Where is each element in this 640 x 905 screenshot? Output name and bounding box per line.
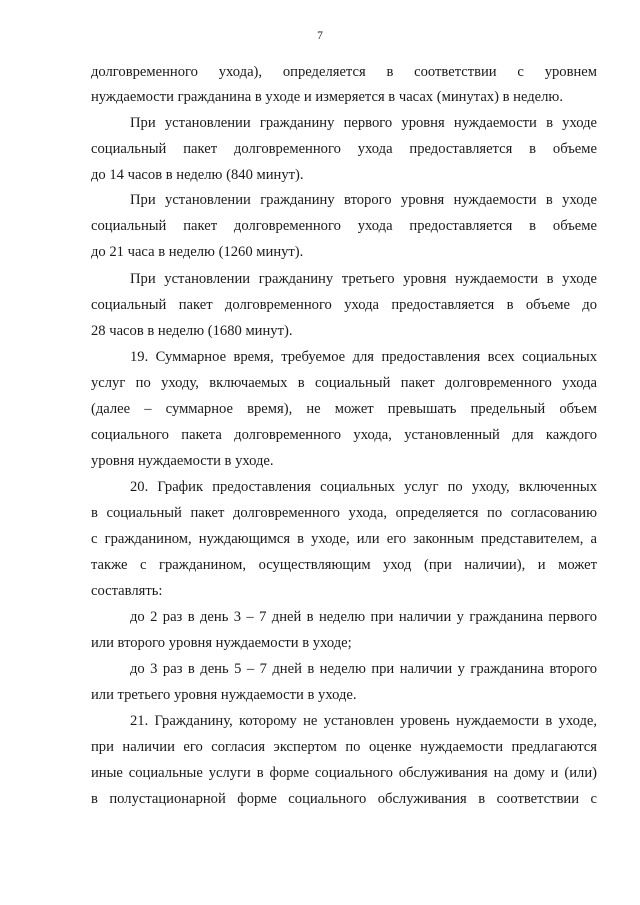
text-line: иные социальные услуги в форме социального обслуживания на дому и (или) [91,765,597,781]
text-line: при наличии его согласия экспертом по оценке нуждаемости предлагаются [91,739,597,755]
text-line: до 21 часа в неделю (1260 минут). [91,244,304,260]
text-line: социального пакета долговременного ухода, установленный для каждого [91,427,597,443]
text-line: до 14 часов в неделю (840 минут). [91,167,304,183]
text-line: или третьего уровня нуждаемости в уходе. [91,687,357,703]
text-line: в социальный пакет долговременного ухода, определяется по согласованию [91,505,597,521]
text-line: или второго уровня нуждаемости в уходе; [91,635,352,651]
paragraph-first-line: При установлении гражданину третьего уровня нуждаемости в уходе [130,271,597,287]
paragraph-first-line: При установлении гражданину второго уровня нуждаемости в уходе [130,192,597,208]
paragraph-first-line: до 2 раз в день 3 – 7 дней в неделю при наличии у гражданина первого [130,609,597,625]
text-line: социальный пакет долговременного ухода предоставляется в объеме до [91,297,597,313]
text-line: также с гражданином, осуществляющим уход (при наличии), и может [91,557,597,573]
paragraph-first-line: 20. График предоставления социальных услуг по уходу, включенных [130,479,597,495]
page-number: 7 [317,30,323,42]
text-line: (далее – суммарное время), не может превышать предельный объем [91,401,597,417]
paragraph-first-line: 19. Суммарное время, требуемое для предоставления всех социальных [130,349,597,365]
text-line: социальный пакет долговременного ухода предоставляется в объеме [91,141,597,157]
text-line: с гражданином, нуждающимся в уходе, или его законным представителем, а [91,531,597,547]
paragraph-first-line: При установлении гражданину первого уровня нуждаемости в уходе [130,115,597,131]
text-line: услуг по уходу, включаемых в социальный пакет долговременного ухода [91,375,597,391]
text-line: уровня нуждаемости в уходе. [91,453,274,469]
paragraph-first-line: до 3 раз в день 5 – 7 дней в неделю при наличии у гражданина второго [130,661,597,677]
text-line: в полустационарной форме социального обслуживания в соответствии с [91,791,597,807]
text-line: составлять: [91,583,163,599]
text-line: долговременного ухода), определяется в соответствии с уровнем [91,64,597,80]
text-line: социальный пакет долговременного ухода предоставляется в объеме [91,218,597,234]
paragraph-first-line: 21. Гражданину, которому не установлен уровень нуждаемости в уходе, [130,713,597,729]
text-line: нуждаемости гражданина в уходе и измеряется в часах (минутах) в неделю. [91,89,563,105]
text-line: 28 часов в неделю (1680 минут). [91,323,293,339]
